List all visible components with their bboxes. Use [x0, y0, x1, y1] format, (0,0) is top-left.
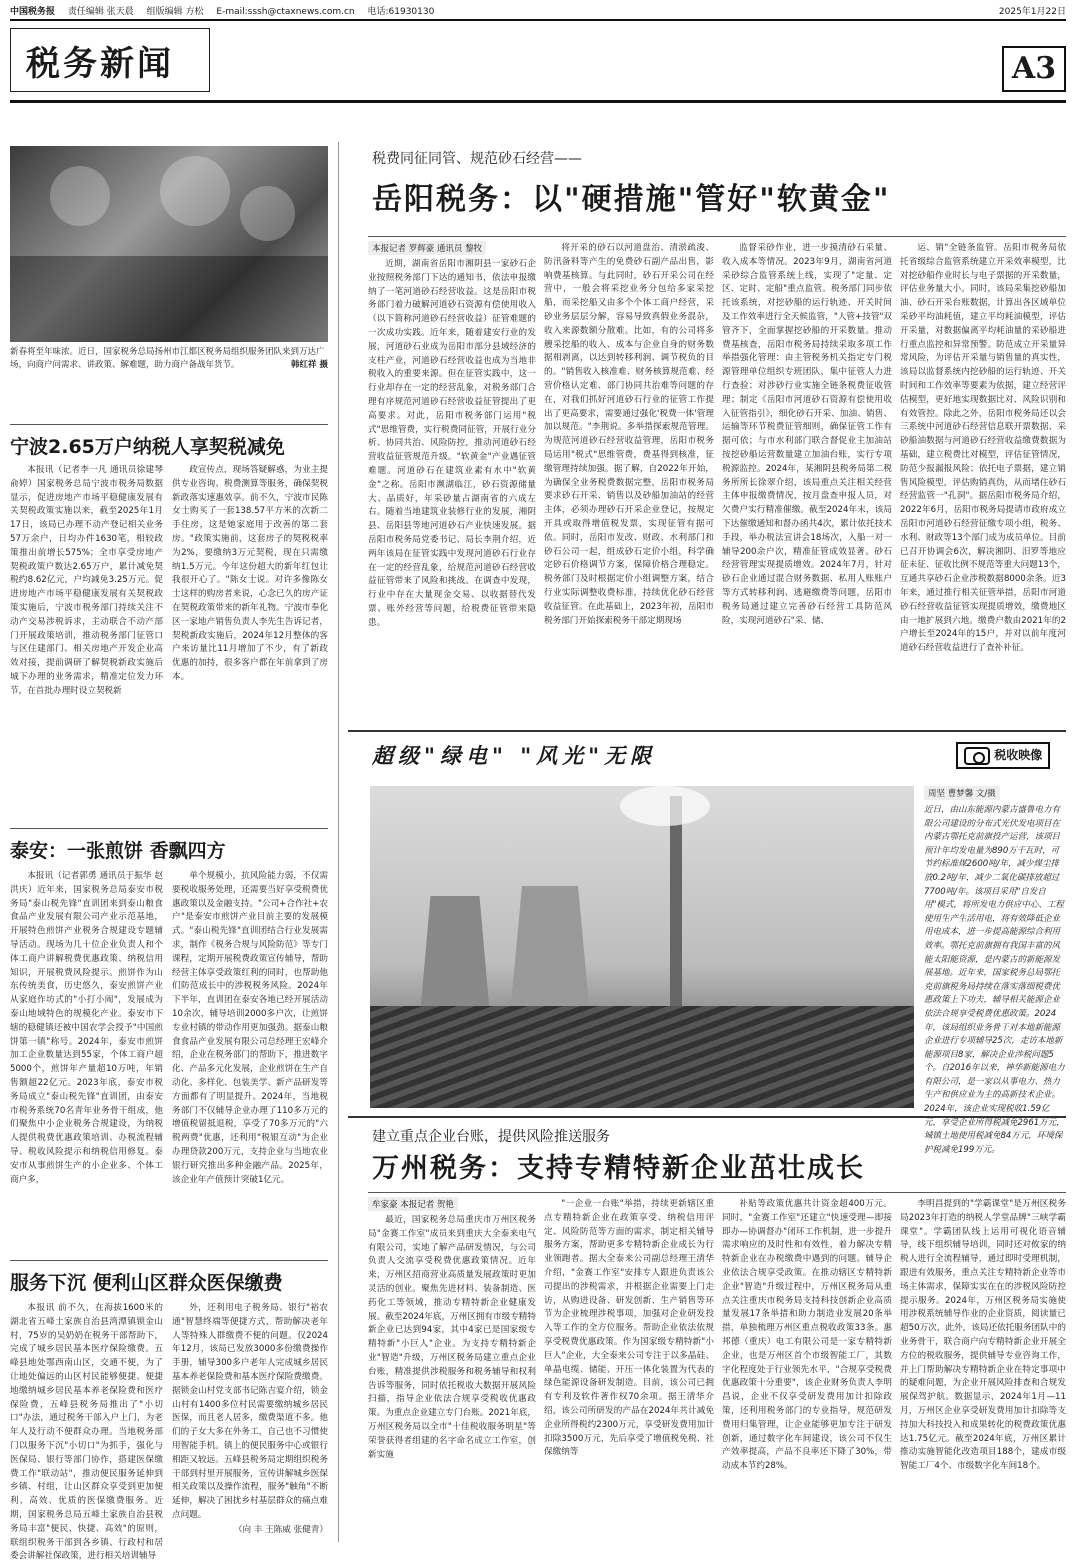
camera-icon: [964, 747, 990, 765]
masthead: [10, 24, 1066, 98]
wanzhou-kicker: 建立重点企业台账，提供风险推送服务: [372, 1129, 610, 1145]
photo-power-plant: [370, 786, 914, 1108]
email: E-mail:sssh@ctaxnews.com.cn: [216, 7, 355, 17]
main-column-divider: [338, 142, 339, 1542]
yueyang-col4: [900, 242, 1066, 722]
photo1-caption-text: 新春将至年味浓。近日，国家税务总局扬州市江都区税务局组织服务团队来到万达广场，向商户问需求、讲政策、解难题，助力商户备战年货节。: [10, 347, 325, 370]
wanzhou-col2-text: "一企业一台账"举措，持续更新辖区重点专精特新企业在政策享受、纳税信用评定、风险防范等方面的需求，制定相关辅导服务方案，帮助更多专精特新企业成长为行业领跑者。据大全泰来公司副总经理王清华介绍，"金赛工作室"安排专人跟进负责该公司提出的涉税需求，并根据企业需要上门走访，从购进设备、研发创新、生产销售等环节为企业梳理涉税事项，加强对企业研发投入等工作的全方位服务。帮助企业依法依规享受税费优惠政策。作为国家级专精特新"小巨人"企业，大全泰来公司专注于以多晶硅、单晶电缆、储能、开压一体化装置为代表的绿色能源设备研发制造。目前，该公司已拥有专利及软件著作权70余项。据王清华介绍，该公司所研发的产品在2024年共计减免企业所得税约2300万元，享受研发费用加计扣除3500万元，先后享受了增值税免税、社保缴纳等: [544, 1199, 714, 1458]
taian-col1: [10, 870, 163, 1252]
mid-rule-1: [348, 730, 1066, 732]
photo-news-badge: [956, 742, 1050, 769]
wanzhou-col4: [900, 1198, 1066, 1540]
masthead-rule: [10, 100, 1066, 103]
shanqu-headline: 服务下沉 便利山区群众医保缴费: [10, 1272, 283, 1294]
wanzhou-headline: 万州税务：支持专精特新企业茁壮成长: [372, 1153, 865, 1184]
top-rule: [10, 19, 1066, 21]
section-title: 税务新闻: [26, 44, 174, 84]
yueyang-byline: 本报记者 罗辉豪 通讯员 黎牧: [368, 241, 486, 255]
yueyang-kicker: 税费同征同管、规范砂石经营——: [372, 151, 582, 167]
wanzhou-col1-text: 最近，国家税务总局重庆市万州区税务局"金赛工作室"成员来到重庆大全泰来电气有限公司，实地了解产品研发情况，与公司负责人交流享受税费优惠政策情况。近年来，万州区招商营业高质量发展政策时更加灵活的创业。聚焦先进材料、装备制造、医药化工等领域，推动专精特新企业健康发展。截至2024年底，万州区拥有市级专精特新企业已达到94家，其中4家已是国家级专精特新"小巨人"企业。为支持专精特新企业"智造"升级，万州区税务局建立重点企业台账，精准提供涉税服务和税务辅导和权利告诉等服务，同时依托税收大数据开展风险扫描，指导企业依法合规享受税收优惠政策。为重点企业建立专门台账。2021年底，万州区税务局以全市"十佳税收服务明星"等荣誉获得者组建的名字命名成立工作室，创新实施: [368, 1215, 536, 1460]
photo-tax-service: [10, 146, 328, 342]
ningbo-col1-text: 本报讯（记者李一凡 通讯员徐建琴 俞婷）国家税务总局宁波市税务局数据显示，促进房地产市场平稳健康发展有关契税政策实施以来，截至2025年1月17日，该局已办理不动产登记相关业务57万余户，日均办件1630笔，相较政策推出前增长575%；全市享受房地产契税政策户数达2.65万户，累计减免契税约8.62亿元，户均减免3.25万元。促进房地产市场平稳健康发展有关契税政策实施后，宁波市税务部门持续关注不动产交易涉税诉求，主动联合不动产部门开展政策培训，推动税务部门征管口与区住建部门、相关房地产开发企业高效对接，提前调研了解契税新政实施后城下办理的业务需求，精准定位发力环节，在首批办理时设立契税新: [10, 465, 163, 696]
left-divider-2: [10, 828, 328, 829]
photo-news-credit: 周坚 曹梦馨 文/摄: [924, 786, 1000, 800]
ningbo-col2-text: 政宣传点，现场答疑解惑，为业主提供专业咨询、税费测算等服务，确保契税新政落实速惠效享。前不久，宁波市民陈女士购买了一套138.57平方米的次新二手住房，这是她家庭用于改善的第二套房。"政策实施前，这套房子的契税税率为2%，要缴纳3万元契税，现在只需缴纳1.5万元。今年这份超大的新年红包让我很开心了。"陈女士说。对许多像陈女士这样的购房者来说，心念已久的房产证在契税政策带来的新年礼物。宁波市奉化区一家地产销售负责人李先生告诉记者，契税新政实施后，2024年12月整体的客户来访量比11月增加了不少，有了新政优惠的加持，很多客户都在年前拿到了房本。: [172, 465, 328, 682]
layout-editor: 组版编辑 方松: [146, 7, 204, 17]
ningbo-col2: [172, 464, 328, 820]
wanzhou-rule: [368, 1192, 1066, 1193]
left-divider-3: [10, 1260, 328, 1261]
mid-rule-2: [348, 1116, 1066, 1118]
photo1-caption: [10, 346, 328, 402]
yueyang-col3: [722, 242, 892, 722]
wanzhou-col2: [544, 1198, 714, 1540]
yueyang-headline: 岳阳税务：以"硬措施"管好"软黄金": [372, 182, 891, 217]
top-bar: [10, 4, 1066, 18]
shanqu-credit: （向 丰 王陈威 张健青）: [233, 1525, 328, 1535]
photo-news-badge-label: 税收映像: [994, 748, 1043, 762]
shanqu-col1: [10, 1302, 163, 1562]
issue-date: 2025年1月22日: [998, 7, 1066, 17]
wanzhou-col4-text: 李明昌提到的"学霸课堂"是万州区税务局2023年打造的纳税人学堂品牌"三峡学霸课堂"。学霸团队线上运用可视化语音辅导，线下组织辅导培训，同时还对攸家的纳税人进行全流程辅导，通过即时受理机制，跟进有效服务，重点关注专精特新企业等市场主体需求，保障实实在在的涉税风险防控提示服务。2024年，万州区税务局实施使用涉税系统辅导作业的企业资质，阅读量已超50万次，此外，该局还依托服务团队中的业务骨干，联合商户向专精特新企业开展全方位的税收服务，提供辅导专业咨询工作，并上门帮助解决专精特新企业在特定事项中的疑难问题，为企业开展风险排查和合规发展保驾护航。数据显示，2024年1月—11月，万州区企业享受研发费用加计扣除等支持加大科技投入和成果转化的税费政策优惠达1.75亿元。截至2024年底，万州区累计推动实施智能化改造项目188个，建成市级智能工厂4个、市级数字化车间18个。: [900, 1199, 1066, 1472]
shanqu-col2: [172, 1302, 328, 1524]
wanzhou-col3: [722, 1198, 892, 1540]
taian-col1-text: 本报讯（记者郭勇 通讯员于振华 赵洪庆）近年来，国家税务总局泰安市税务局"泰山税先锋"直训团来到泰山粮食食品产业发展有限公司产业示范基地，开展特色煎饼产业税务合规建设专题辅导活动。现场为几十位企业负责人和个体工商户讲解税费优惠政策、纳税信用知识，开展税费风险提示。煎饼作为山东传统美食，历史悠久，泰安煎饼产业从家庭作坊式的"小打小闹"，发展成为泰山地域特色的规模化产业。泰安市下辖的稳健镇还被中国农学会授予"中国煎饼第一镇"称号。2024年，泰安市煎饼加工企业数量达到55家，个体工商户超5000个，煎饼年产量超10万吨，年销售额超22亿元。2023年底，泰安市税务局成立"泰山税先锋"直训团，由泰安市税务系统70名青年业务骨干组成，他们聚焦中小企业税务合规建设，为纳税人提供税费优惠政策培训、办税流程辅导、税收风险提示和纳税信用修复。泰安市从事煎饼生产的小企业多、个体工商户多，: [10, 871, 163, 1185]
photo-news-title: 超级"绿电" "风光"无限: [372, 743, 657, 768]
taian-col2-text: 单个规模小，抗风险能力弱，不仅需要税收服务处理，还需要当好享受税费优惠政策以及金融支持。"公司+合作社+农户"是泰安市煎饼产业目前主要的发展模式。"泰山税先锋"直训团结合行业发展需求，制作《税务合规与风险防范》等专门课程，定期开展税费政策宣传辅导，帮助经营主体享受政策红利的同时，也帮助他们防范成长中的涉税税务风险。2024年下半年，直训团在泰安各地已经开展活动10余次，辅导培训2000多户次，让煎饼专业村镇的带动作用更加强劲。据泰山粮食食品产业发展有限公司总经理王宏峰介绍，企业在税务部门的帮助下，推进数字化、产品多元化发展，企业煎饼在生产自动化、多样化、包装美学、新产品研发等方面都有了明显提升。2024年，当地税务部门不仅辅导企业办理了110多万元的增值税留抵退税，享受了70多万元的"六税两费"优惠，还利用"税银互动"为企业办理贷款200万元，支持企业与当地农业银行研究推出多种金融产品。2025年，该企业年产值预计突破1亿元。: [172, 871, 328, 1185]
ningbo-headline: 宁波2.65万户纳税人享契税减免: [10, 436, 285, 458]
phone: 电话:61930130: [367, 7, 435, 17]
yueyang-col4-text: 运、销"全链条监管。岳阳市税务局依托省级综合监管系统建立开采效率模型，比对挖砂船作业时长与电子票据的开采数量，评估业务量大小。同时，该局采集挖砂船加油、砂石开采台账数据，计算出各区域单位采砂平均油耗值，建立平均耗油模型，评估开采量，对数据偏离平均耗油量的采砂船进行重点监控和异常预警。防范成立开采量异常风险，为评估开采量与销售量的真实性，该局以监督系统内挖砂船的运行轨迹、开关时间和工作效率等要素为依据，建立经营评估模型，更好地实现数据比对、风险识别和有效管控。除此之外，岳阳市税务局还以会三系统中河道砂石经营信息联开票数据、采砂船油数据与河道砂石经营收益缴费数据为基础，建立税费比对模型，评估征管情况，防范少报漏报风险；依托电子票据，建立销售风险模型，评估购销真伪，从而堵住砂石经营监管一"孔洞"。据岳阳市税务局介绍，2022年6月，岳阳市税务局提请市政府成立岳阳市河道砂石经营征缴专项小组，税务、水利、财政等13个部门成为成员单位。目前已召开协调会6次，解决湘阴、汨罗等地应征未征、征收比例不规范等重大问题13个，互通共享砂石企业涉税数据8000余条。近3年来，通过推行相关征管举措，岳阳市河道砂石经营收益征管实现提质增效，缴费地区由一地扩展到六地。缴费户数由2021年的2户增长至2024年的15户，并对以前年度河道砂石经营收益进行了查补补征。: [900, 243, 1066, 654]
wanzhou-byline: 牟家豪 本报记者 贺艳: [368, 1197, 458, 1211]
taian-col2: [172, 870, 328, 1252]
wanzhou-col3-text: 补贴等政策优惠共计资金超400万元。同时，"金赛工作室"还建立"快速受理—即接即办—协调督办"闭环工作机制，进一步提升需求响应的及时性和有效性，着力解决专精特新企业在办税缴费中遇到的问题。辅导企业依法合规享受政策。在推动辖区专精特新企业"智造"升级过程中，万州区税务局从重点关注重庆市税务局支持科技创新企业高质量发展17条举措和助力制造业发展20条举措，单独梳理万州区重点税收政策33条。惠邦德（重庆）电工有限公司是一家专精特新企业，也是万州区首个市级智能工厂，其数字化程度处于行业领先水平，"合规享受税费优惠政策十分重要"，该企业财务负责人李明昌说，企业不仅享受研发费用加计扣除政策，还利用税务部门的专业指导，规范研发费用归集管理，让企业能够更加专注于研发创新，通过数字化车间建设，该公司不仅生产效率提高，产品不良率还下降了30%，带动成本节约28%。: [722, 1199, 892, 1472]
yueyang-col2: [544, 242, 714, 722]
yueyang-col3-text: 监督采砂作业，进一步摸清砂石采量、收入成本等情况。2023年9月，湖南省河道采砂综合监管系统上线，实现了"定量、定区、定时、定船"重点监管。税务部门同步依托该系统，对挖砂船的运行轨迹、开关时间及工作效率进行全天候监管，"人管+技管"双管齐下，全面掌握挖砂船的开采数量。推动费基核查，岳阳市税务局持续采取多项工作举措强化管理：由主管税务机关指定专门税源管理单位组织专班团队，集中征管人力进行查验；对涉砂行业实施全链条税费征收管理；制定《岳阳市河道砂石资源有偿使用收入征管指引》，细化砂石开采、加油、销售、运输等环节税费征管细则，确保征管工作有据可依；与市水利部门联合督促业主加油站按挖砂船运营数量建立加油台账，实行专项税源监控。2024年，某湘阴县税务局第二税务所所长徐翠介绍，该局重点关注相关经营主体申报缴费情况，按月盘查申报人员，对欠费户实行精准催缴。截至2024年末，该局下达催缴通知和督办函共4次，累计依托技术手段，举办税法宣讲会18场次，入船一对一辅导200余户次，精准征管成效显著。砂石经营管理实现提质增效。2024年7月，针对砂石企业通过混合财务数据、私用人账账户等方式转移利润、逃避缴费等问题，岳阳市税务局通过建立完善砂石经营工具防范风险，实现河道砂石"采、储、: [722, 243, 892, 626]
shanqu-col2-text: 外，还利用电子税务局、银行"裕农通"智慧终端等便捷方式，帮助解决老年人等特殊人群缴费不便的问题。仅2024年12月，该局已发放3000多份缴费操作手册，辅导300多户老年人完成城乡居民基本养老保险费和基本医疗保险费缴费。据锁金山村党支部书记陈吉宴介绍，锁金山村有1400多位村民需要缴纳城乡居民医保，而且老人居多，缴费渠道不多。他们的子女大多在外务工，自己也不习惯使用智能手机。镇上的便民服务中心或银行相距又较远。五峰县税务局定期组织税务干部到村里开展服务，宣传讲解城乡医保相关政策以及操作流程，服务"触角"不断延伸，解决了困扰乡村基层群众的痛点难点问题。: [172, 1303, 328, 1520]
paper-name: 中国税务报: [10, 7, 56, 17]
yueyang-rule: [368, 236, 1066, 237]
yueyang-col2-text: 将开采的砂石以河道盘治、清淤疏浚、防汛备料等产生的免费砂石副产品出售，影响费基核算。与此同时，砂石开采公司在经营中，一般会将采挖业务分包给多家采挖船，而采挖船又由多个个体工商户经营，采砂业务层层分解，容易导致真假业务混杂，收入来源数额分散难。比如，有的公司将多艘采挖船的收入、成本与企业自身的财务数据相剥离，以达到转移利润、调节税负的目的。"销售收入核准难、财务核算规范难、经营价格认定难、部门协同共治难等问题的存在，对我们抓好河道砂石行业的征管工作提出了更高要求，需要通过强化'税费一体'管理加以规范。"李荆说。多举措探索规范管理。为规范河道砂石经营收益管理，岳阳市税务局运用"税式"思维管费，费基得到核准，征缴管理持续加强。据了解，自2022年开始，为确保全业务税费数据完整，岳阳市税务局要求砂石开采、销售以及砂船加油站的经营主体，必须办理砂石开采企业登记，按规定开具或取得增值税发票，实现征管有据可依。同时，岳阳市发改、财政、水利部门和砂石公司一起，组成砂石定价小组，科学确定砂石价格调节方案，保障价格合理稳定。税务部门及时根据定价小组调整方案，结合行业实际调整收费标准，持续优化砂石经营收益征管。在此基础上，2023年初，岳阳市税务部门开始探索税务干部定期现场: [544, 243, 714, 626]
photo-news-caption: [924, 804, 1066, 1155]
wanzhou-col1: [368, 1214, 536, 1540]
shanqu-col1-text: 本报讯 前不久，在海拔1600米的湖北省五峰土家族自治县湾潭镇锁金山村，75岁的吴奶奶在税务干部帮助下，完成了城乡居民基本医疗保险缴费。五峰县地处鄂西南山区，交通不便，为了让地处偏远的山区村民能够便捷、便捷地缴纳城乡居民基本养老保险费和医疗保险费，五峰县税务局推出了"小切口"办法，通过税务干部入户上门，为老年人及行动不便群众办理。当地税务部门以服务下沉"小切口"为抓手，强化与医保局、银行等部门协作，搭建医保缴费工作"联动站"，推动便民服务延伸到乡镇、村组，让山区群众享受到更加便利、高效、优质的医保缴费服务。近期，国家税务总局五峰土家族自治县税务局丰富"便民、快捷、高效"的原则，联组织税务干部到各乡镇、行政村和居委会讲解社保政策，进行相关培训辅导: [10, 1303, 163, 1562]
page-number: A3: [1002, 46, 1066, 92]
taian-headline: 泰安：一张煎饼 香飘四方: [10, 840, 226, 862]
yueyang-col1-text: 近期，湖南省岳阳市湘阴县一家砂石企业按照税务部门下达的通知书，依法申报缴纳了一笔河道砂石经营收益。这是岳阳市税务部门着力破解河道砂石资源有偿使用收入（以下简称河道砂石经营收益）征管难题的一次成功实践。近年来，随着建安行业的发展，河道砂石业成为岳阳市部分县域经济的支柱产业，河道砂石经营收益也成为当地非税收入的重要来源。但在征管实践中，这一行业却存在一定的经营乱象，对税务部门合理有序规范河道砂石经营收益征管提出了更高要求。对此，岳阳市税务部门运用"税式"思维管费，实行税费同征管，开展行业分析、协同共治、风险防控，推动河道砂石经营收益征管规范升级。"软黄金"产业遇征管难题。河道砂石在建筑业素有水中"软黄金"之称。岳阳市濒湖临江，砂石资源储量大、品质好，年采砂量占湖南省的六成左右。随着当地建筑业装修行业的发展，湘阴县、岳阳县等地河道砂石产业快速发展。据岳阳市税务局党委书记、局长李荆介绍，近两年该局在征管实践中发现河道砂石行业存在一定的经营乱象，给规范河道砂石经营收益征管带来了风险和挑战。在调查中发现，行业中存在大量现金交易、以收据替代发票、账外经营等问题，给税费征管带来隐患。: [368, 259, 536, 628]
yueyang-col1: [368, 258, 536, 722]
photo1-credit: 韩红祥 摄: [291, 360, 328, 370]
left-divider-1: [10, 424, 328, 425]
ningbo-col1: [10, 464, 163, 820]
photo-news-caption-text: 近日，由山东能源内蒙古盛鲁电力有限公司建设的分布式光伏发电项目在内蒙古鄂托克前旗投产运营，该项目预计年均发电量为890万千瓦时，可节约标准煤2600吨/年，减少煤尘排放0.2吨/年，减少二氧化碳排放超过7700吨/年。该项目采用"自发自用"模式，将所发电力供应中心、工程使用生产生活用电，将有效降低企业用电成本，进一步提高能源综合利用效率。鄂托克前旗拥有我国丰富的风能太阳能资源，是内蒙古的新能源发展基地。近年来，国家税务总局鄂托克前旗税务局持续在落实落细税费优惠政策上下功夫，辅导相关能源企业依法合规享受税费优惠政策。2024年，该局组织业务骨干对本地新能源企业进行专项辅导25次，走访本地新能源项目8家，解决企业涉税问题5个。自2016年以来，神华新能源电力有限公司，是一家以从事电力、热力生产和供应业为主的高新技术企业。2024年，该企业实现税收1.59亿元，享受企业所得税减免2961万元，城镇土地使用税减免84万元，环境保护税减免199万元。: [924, 805, 1065, 1155]
editor: 责任编辑 张天晨: [67, 7, 134, 17]
